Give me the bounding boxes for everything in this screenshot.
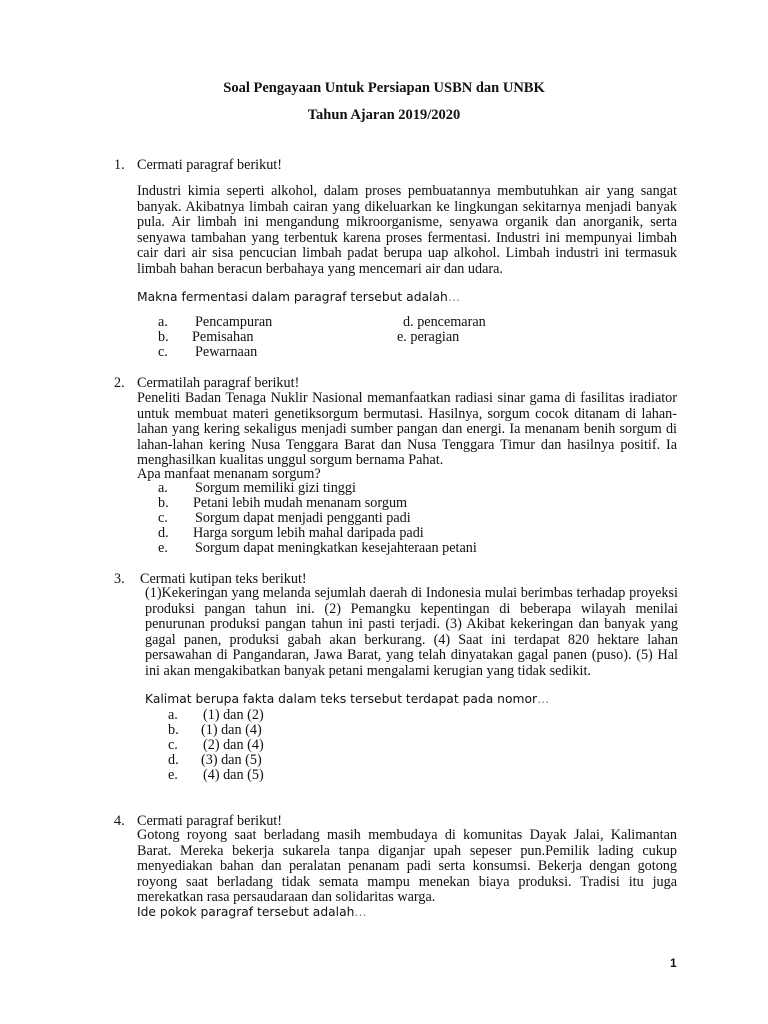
question-3-option-b: b. (1) dan (4) bbox=[168, 722, 262, 738]
question-4-question: Ide pokok paragraf tersebut adalah… bbox=[137, 905, 367, 919]
question-2-paragraph: Peneliti Badan Tenaga Nuklir Nasional memanfaatkan radiasi sinar gama di fasilitas iradiator untuk membuat materi genetiksorgum bermutasi. Hasilnya, sorgum cocok ditanam di lahan-lahan yang kering sekaligus menjadi sumber pangan dan energi. Ia menanam benih sorgum di lahan-lahan kering Nusa Tenggara Barat dan Nusa Tenggara Timur dan hasilnya positif. Ia menghasilkan kualitas unggul sorgum bernama Pahat. bbox=[137, 390, 677, 468]
question-3-option-a: a. (1) dan (2) bbox=[168, 707, 264, 723]
question-3-option-d: d. (3) dan (5) bbox=[168, 752, 262, 768]
question-4-paragraph: Gotong royong saat berladang masih membudaya di komunitas Dayak Jalai, Kalimantan Barat. Mereka bekerja sukarela tanpa diganjar upah sepeser pun.Pemilik lading cukup menyediakan bahan dan peralatan penanam padi serta konsumsi. Bekerja dengan gotong royong saat berladang tidak semata mampu menekan biaya produksi. Tradisi itu juga merekatkan rasa persaudaraan dan solidaritas warga. bbox=[137, 827, 677, 905]
document-title: Soal Pengayaan Untuk Persiapan USBN dan UNBK bbox=[223, 80, 545, 96]
question-1-option-c: c. Pewarnaan bbox=[158, 344, 258, 360]
question-2-option-d: d. Harga sorgum lebih mahal daripada padi bbox=[158, 525, 424, 541]
page-number: 1 bbox=[670, 956, 677, 970]
question-1-option-e: e. peragian bbox=[397, 329, 460, 345]
question-3-option-c: c. (2) dan (4) bbox=[168, 737, 264, 753]
question-2-instruction: Cermatilah paragraf berikut! bbox=[137, 375, 300, 391]
question-3-instruction: Cermati kutipan teks berikut! bbox=[140, 571, 307, 587]
question-3-option-e: e. (4) dan (5) bbox=[168, 767, 264, 783]
question-1-number: 1. bbox=[114, 157, 125, 173]
question-1-option-a: a. Pencampuran bbox=[158, 314, 273, 330]
question-1-instruction: Cermati paragraf berikut! bbox=[137, 157, 282, 173]
question-2-option-a: a. Sorgum memiliki gizi tinggi bbox=[158, 480, 356, 496]
question-2-option-e: e. Sorgum dapat meningkatkan kesejahteraan petani bbox=[158, 540, 477, 556]
question-3-number: 3. bbox=[114, 571, 125, 587]
question-2-number: 2. bbox=[114, 375, 125, 391]
question-3-paragraph: (1)Kekeringan yang melanda sejumlah daerah di Indonesia mulai berimbas terhadap proyeksi produksi pangan tahun ini. (2) Pemangku kepentingan di beberapa wilayah menilai penurunan produksi pangan tahun ini pasti terjadi. (3) Akibat kekeringan dan banyak yang gagal panen, produksi gabah akan berkurang. (4) Saat ini terdapat 820 hektare lahan persawahan di Pangandaran, Jawa Barat, yang telah dinyatakan gagal panen (puso). (5) Hal ini akan mengakibatkan banyak petani mengalami kerugian yang tidak sedikit. bbox=[145, 585, 678, 679]
question-4-instruction: Cermati paragraf berikut! bbox=[137, 813, 282, 829]
question-1-paragraph: Industri kimia seperti alkohol, dalam proses pembuatannya membutuhkan air yang sangat banyak. Akibatnya limbah cairan yang dikeluarkan ke lingkungan sekitarnya menjadi banyak pula. Air limbah ini mengandung mikroorganisme, senyawa organik dan anorganik, serta senyawa tambahan yang terbentuk karena proses fermentasi. Industri ini mempunyai limbah cair dari air sisa pencucian limbah padat berupa uap alkohol. Limbah industri ini termasuk limbah bahan beracun berbahaya yang mencemari air dan udara. bbox=[137, 183, 677, 277]
question-4-number: 4. bbox=[114, 813, 125, 829]
question-1-question: Makna fermentasi dalam paragraf tersebut adalah… bbox=[137, 290, 461, 304]
question-1-option-b: b. Pemisahan bbox=[158, 329, 254, 345]
question-2-question: Apa manfaat menanam sorgum? bbox=[137, 466, 321, 482]
academic-year: Tahun Ajaran 2019/2020 bbox=[307, 107, 461, 123]
question-2-option-b: b. Petani lebih mudah menanam sorgum bbox=[158, 495, 408, 511]
question-1-option-d: d. pencemaran bbox=[403, 314, 486, 330]
question-3-question: Kalimat berupa fakta dalam teks tersebut terdapat pada nomor… bbox=[145, 692, 550, 706]
question-2-option-c: c. Sorgum dapat menjadi pengganti padi bbox=[158, 510, 411, 526]
